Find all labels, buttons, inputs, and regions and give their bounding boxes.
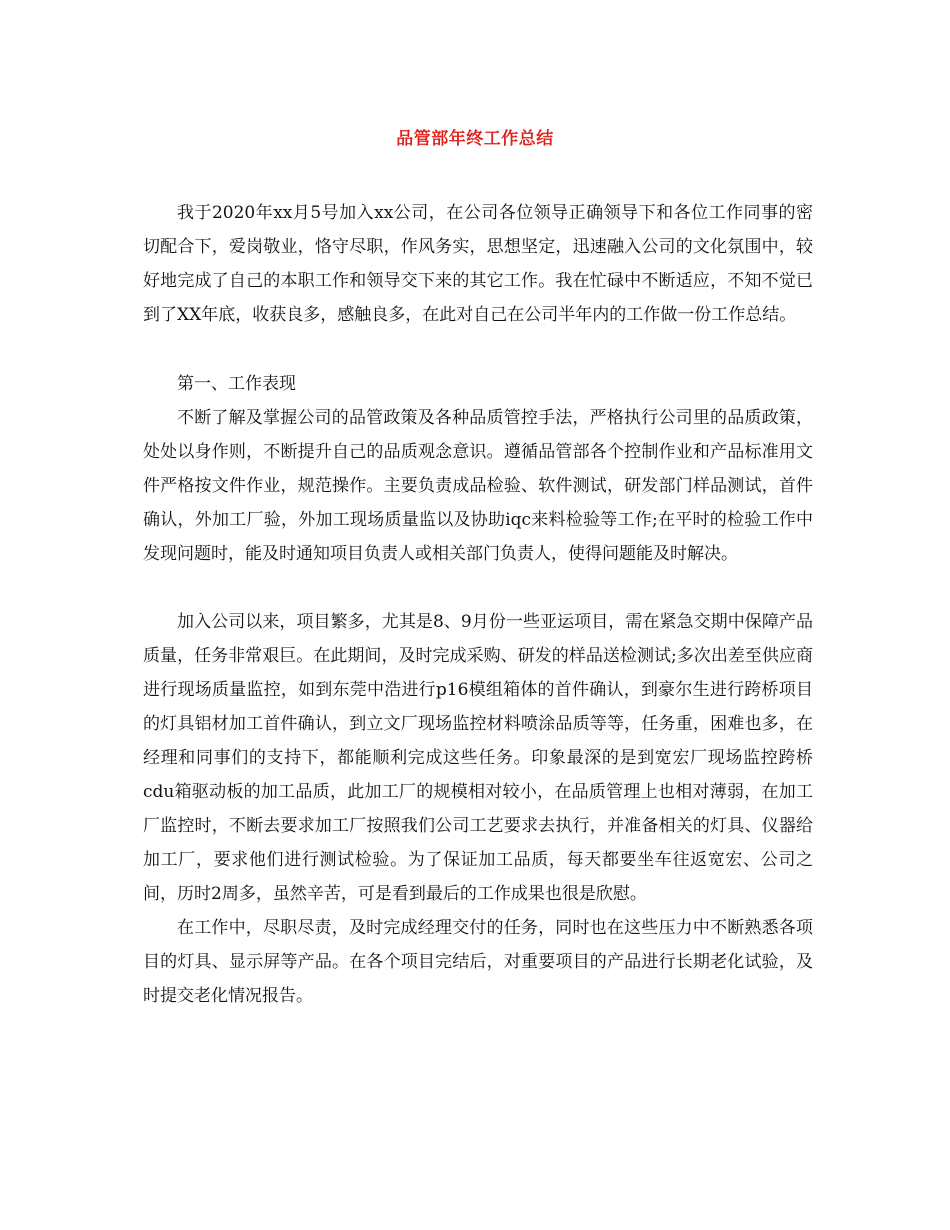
page-title: 品管部年终工作总结: [396, 129, 554, 149]
paragraph-intro: 我于2020年xx月5号加入xx公司，在公司各位领导正确领导下和各位工作同事的密切配合下，爱岗敬业，恪守尽职，作风务实，思想坚定，迅速融入公司的文化氛围中，较好地完成了自己的本职工作和领导交下来的其它工作。我在忙碌中不断适应，不知不觉已到了XX年底，收获良多，感触良多，在此对自己在公司半年内的工作做一份工作总结。: [143, 203, 813, 325]
paragraph-projects: 加入公司以来，项目繁多，尤其是8、9月份一些亚运项目，需在紧急交期中保障产品质量，任务非常艰巨。在此期间，及时完成采购、研发的样品送检测试;多次出差至供应商进行现场质量监控，如到东莞中浩进行p16模组箱体的首件确认，到豪尔生进行跨桥项目的灯具铝材加工首件确认，到立文厂现场监控材料喷涂品质等等，任务重，困难也多，在经理和同事们的支持下，都能顺利完成这些任务。印象最深的是到宽宏厂现场监控跨桥cdu箱驱动板的加工品质，此加工厂的规模相对较小，在品质管理上也相对薄弱，在加工厂监控时，不断去要求加工厂按照我们公司工艺要求去执行，并准备相关的灯具、仪器给加工厂，要求他们进行测试检验。为了保证加工品质，每天都要坐车往返宽宏、公司之间，历时2周多，虽然辛苦，可是看到最后的工作成果也很是欣慰。: [143, 612, 813, 904]
section-heading: 第一、工作表现: [177, 374, 296, 394]
paragraph-quality-policy: 不断了解及掌握公司的品管政策及各种品质管控手法，严格执行公司里的品质政策，处处以身作则，不断提升自己的品质观念意识。遵循品管部各个控制作业和产品标准用文件严格按文件作业，规范操作。主要负责成品检验、软件测试，研发部门样品测试，首件确认，外加工厂验，外加工现场质量监以及协助iqc来料检验等工作;在平时的检验工作中发现问题时，能及时通知项目负责人或相关部门负责人，使得问题能及时解决。: [143, 408, 813, 564]
paragraph-duties: 在工作中，尽职尽责，及时完成经理交付的任务，同时也在这些压力中不断熟悉各项目的灯具、显示屏等产品。在各个项目完结后，对重要项目的产品进行长期老化试验，及时提交老化情况报告。: [143, 918, 813, 1006]
